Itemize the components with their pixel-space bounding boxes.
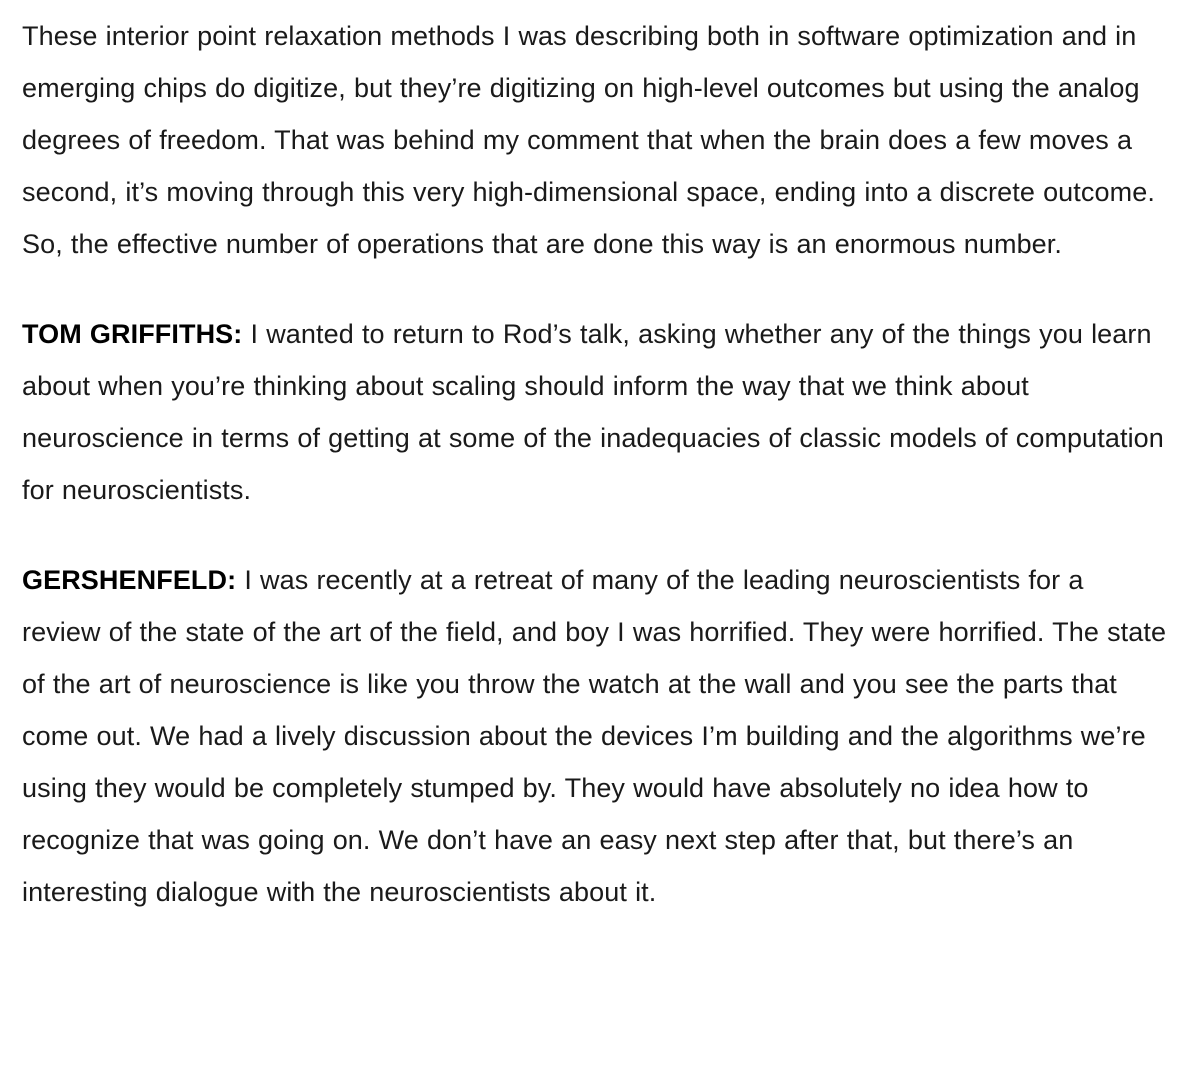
transcript-paragraph (22, 10, 1170, 270)
speaker-label: GERSHENFELD: (22, 565, 237, 595)
paragraph-text: I was recently at a retreat of many of the leading neuroscientists for a review of the state of the art of the field, and boy I was horrified. They were horrified. The state of the art of neuroscience is like you throw the watch at the wall and you see the parts that come out. We had a lively discussion about the devices I’m building and the algorithms we’re using they would be completely stumped by. They would have absolutely no idea how to recognize that was going on. We don’t have an easy next step after that, but there’s an interesting dialogue with the neuroscientists about it. (22, 565, 1167, 907)
paragraph-text: I wanted to return to Rod’s talk, asking whether any of the things you learn about when you’re thinking about scaling should inform the way that we think about neuroscience in terms of getting at some of the inadequacies of classic models of computation for neuroscientists. (22, 319, 1164, 505)
transcript-paragraph (22, 308, 1170, 516)
paragraph-text: These interior point relaxation methods I was describing both in software optimization and in emerging chips do digitize, but they’re digitizing on high-level outcomes but using the analog degrees of freedom. That was behind my comment that when the brain does a few moves a second, it’s moving through this very high-dimensional space, ending into a discrete outcome. So, the effective number of operations that are done this way is an enormous number. (22, 21, 1155, 259)
speaker-label: TOM GRIFFITHS: (22, 319, 243, 349)
transcript-paragraph (22, 554, 1170, 918)
